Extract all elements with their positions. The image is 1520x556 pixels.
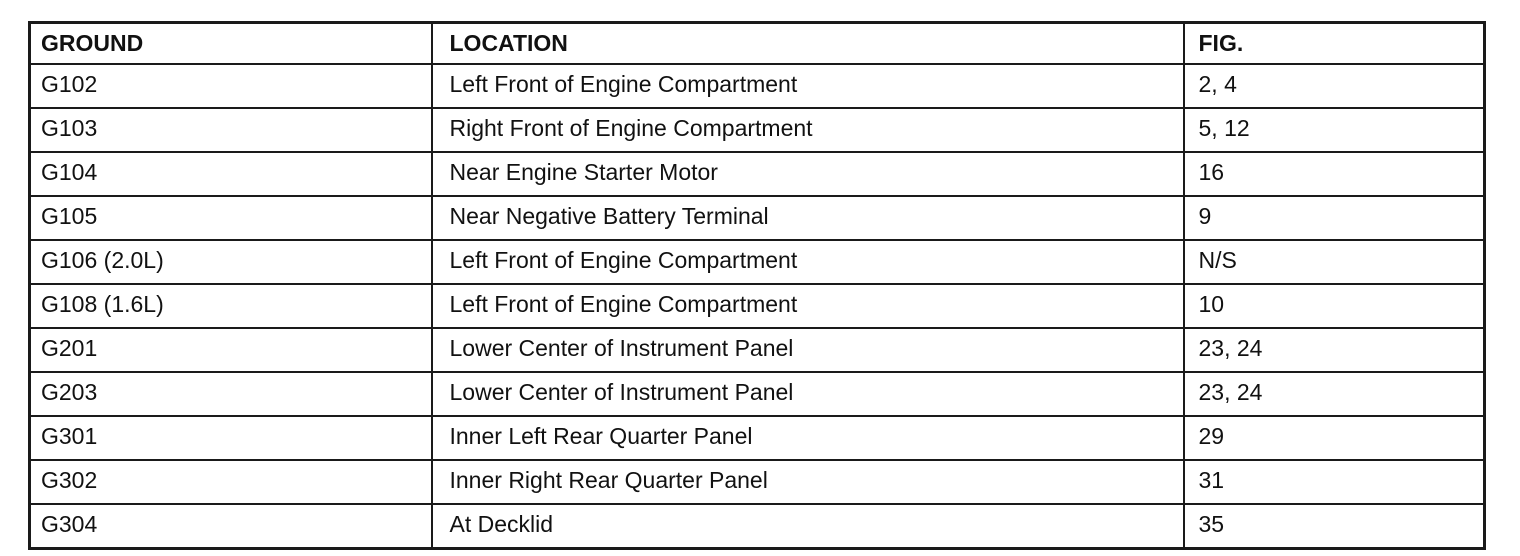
ground-cell: G203 <box>30 372 432 416</box>
fig-cell: 9 <box>1184 196 1485 240</box>
fig-cell: 23, 24 <box>1184 372 1485 416</box>
location-cell: At Decklid <box>432 504 1184 549</box>
ground-cell: G106 (2.0L) <box>30 240 432 284</box>
table-row <box>30 196 1485 240</box>
ground-cell: G105 <box>30 196 432 240</box>
table-row <box>30 284 1485 328</box>
ground-cell: G103 <box>30 108 432 152</box>
fig-cell: 16 <box>1184 152 1485 196</box>
table-row <box>30 416 1485 460</box>
location-cell: Near Negative Battery Terminal <box>432 196 1184 240</box>
table-row <box>30 372 1485 416</box>
ground-location-table <box>28 21 1486 550</box>
ground-cell: G302 <box>30 460 432 504</box>
fig-cell: 5, 12 <box>1184 108 1485 152</box>
fig-cell: 2, 4 <box>1184 64 1485 108</box>
location-cell: Lower Center of Instrument Panel <box>432 328 1184 372</box>
location-cell: Inner Left Rear Quarter Panel <box>432 416 1184 460</box>
table-row <box>30 64 1485 108</box>
table-row <box>30 504 1485 549</box>
fig-cell: 31 <box>1184 460 1485 504</box>
location-cell: Left Front of Engine Compartment <box>432 240 1184 284</box>
fig-cell: 35 <box>1184 504 1485 549</box>
ground-cell: G108 (1.6L) <box>30 284 432 328</box>
header-location: LOCATION <box>432 23 1184 65</box>
location-cell: Left Front of Engine Compartment <box>432 284 1184 328</box>
table-row <box>30 460 1485 504</box>
header-fig: FIG. <box>1184 23 1485 65</box>
location-cell: Inner Right Rear Quarter Panel <box>432 460 1184 504</box>
table-row <box>30 108 1485 152</box>
ground-cell: G102 <box>30 64 432 108</box>
fig-cell: 10 <box>1184 284 1485 328</box>
table-row <box>30 328 1485 372</box>
fig-cell: N/S <box>1184 240 1485 284</box>
table-row <box>30 152 1485 196</box>
header-ground: GROUND <box>30 23 432 65</box>
ground-cell: G301 <box>30 416 432 460</box>
location-cell: Right Front of Engine Compartment <box>432 108 1184 152</box>
location-cell: Near Engine Starter Motor <box>432 152 1184 196</box>
ground-cell: G201 <box>30 328 432 372</box>
table-row <box>30 240 1485 284</box>
fig-cell: 23, 24 <box>1184 328 1485 372</box>
fig-cell: 29 <box>1184 416 1485 460</box>
header-row <box>30 23 1485 65</box>
ground-cell: G104 <box>30 152 432 196</box>
ground-cell: G304 <box>30 504 432 549</box>
location-cell: Left Front of Engine Compartment <box>432 64 1184 108</box>
location-cell: Lower Center of Instrument Panel <box>432 372 1184 416</box>
